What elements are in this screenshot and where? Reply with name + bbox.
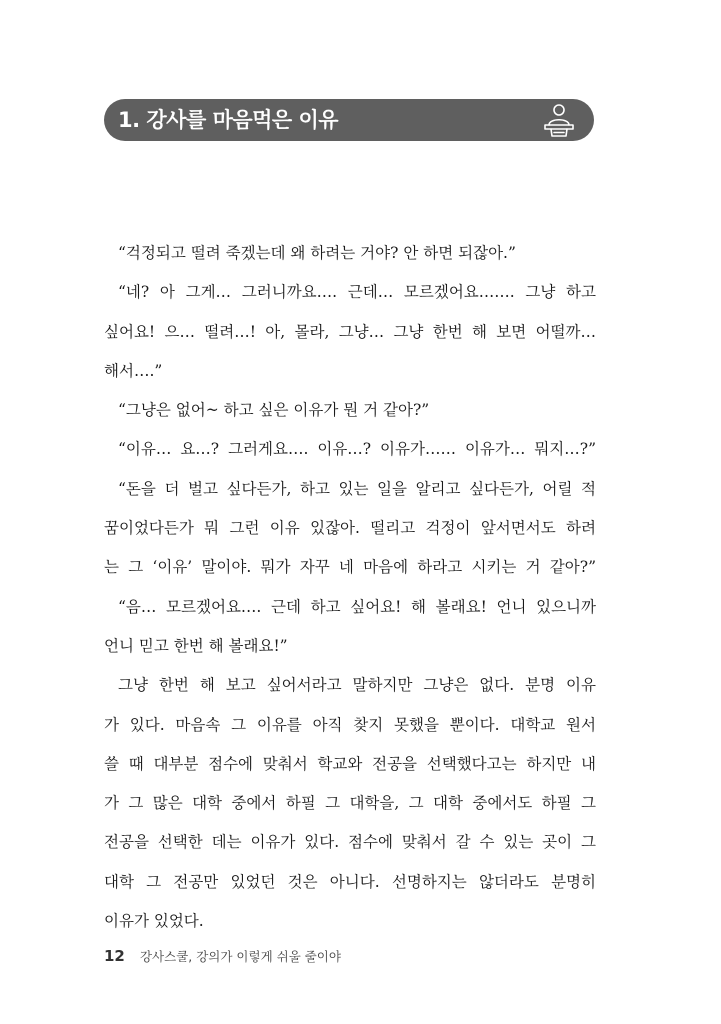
body-line: 언니 믿고 한번 해 볼래요!” [104, 636, 288, 655]
body-text [104, 234, 596, 941]
body-line: “그냥은 없어~ 하고 싶은 이유가 뭔 거 같아?” [118, 401, 430, 420]
body-line: 가 있다. 마음속 그 이유를 아직 찾지 못했을 뿐이다. 대학교 원서 [104, 715, 596, 734]
body-line: 싶어요! 으… 떨려…! 아, 몰라, 그냥… 그냥 한번 해 보면 어떨까… [104, 322, 596, 341]
body-line: 쓸 때 대부분 점수에 맞춰서 학교와 전공을 선택했다고는 하지만 내 [104, 754, 596, 773]
lectern-speaker-icon [540, 102, 578, 138]
body-line: 대학 그 전공만 있었던 것은 아니다. 선명하지는 않더라도 분명히 [104, 872, 596, 891]
body-line: 가 그 많은 대학 중에서 하필 그 대학을, 그 대학 중에서도 하필 그 [104, 794, 596, 813]
body-line: “네? 아 그게… 그러니까요…. 근데… 모르겠어요……. 그냥 하고 [118, 283, 596, 302]
body-line: “돈을 더 벌고 싶다든가, 하고 있는 일을 알리고 싶다든가, 어릴 적 [118, 479, 596, 498]
page-number: 12 [104, 947, 125, 965]
body-line: 이유가 있었다. [104, 912, 204, 931]
body-line: 꿈이었다든가 뭐 그런 이유 있잖아. 떨리고 걱정이 앞서면서도 하려 [104, 519, 596, 538]
body-line: 는 그 ‘이유’ 말이야. 뭐가 자꾸 네 마음에 하라고 시키는 거 같아?” [104, 558, 596, 577]
chapter-banner [104, 99, 594, 141]
body-line: 전공을 선택한 데는 이유가 있다. 점수에 맞춰서 갈 수 있는 곳이 그 [104, 833, 596, 852]
body-line: “걱정되고 떨려 죽겠는데 왜 하려는 거야? 안 하면 되잖아.” [118, 244, 516, 262]
body-line: “이유… 요…? 그러게요…. 이유…? 이유가…… 이유가… 뭐지…?” [118, 440, 596, 459]
body-line: 해서….” [104, 361, 163, 380]
body-line: 그냥 한번 해 보고 싶어서라고 말하지만 그냥은 없다. 분명 이유 [118, 676, 596, 695]
body-line: “음… 모르겠어요…. 근데 하고 싶어요! 해 볼래요! 언니 있으니까 [118, 597, 596, 616]
running-book-title: 강사스쿨, 강의가 이렇게 쉬울 줄이야 [139, 949, 341, 964]
chapter-title: 1. 강사를 마음먹은 이유 [118, 108, 339, 132]
page-footer [104, 945, 341, 967]
